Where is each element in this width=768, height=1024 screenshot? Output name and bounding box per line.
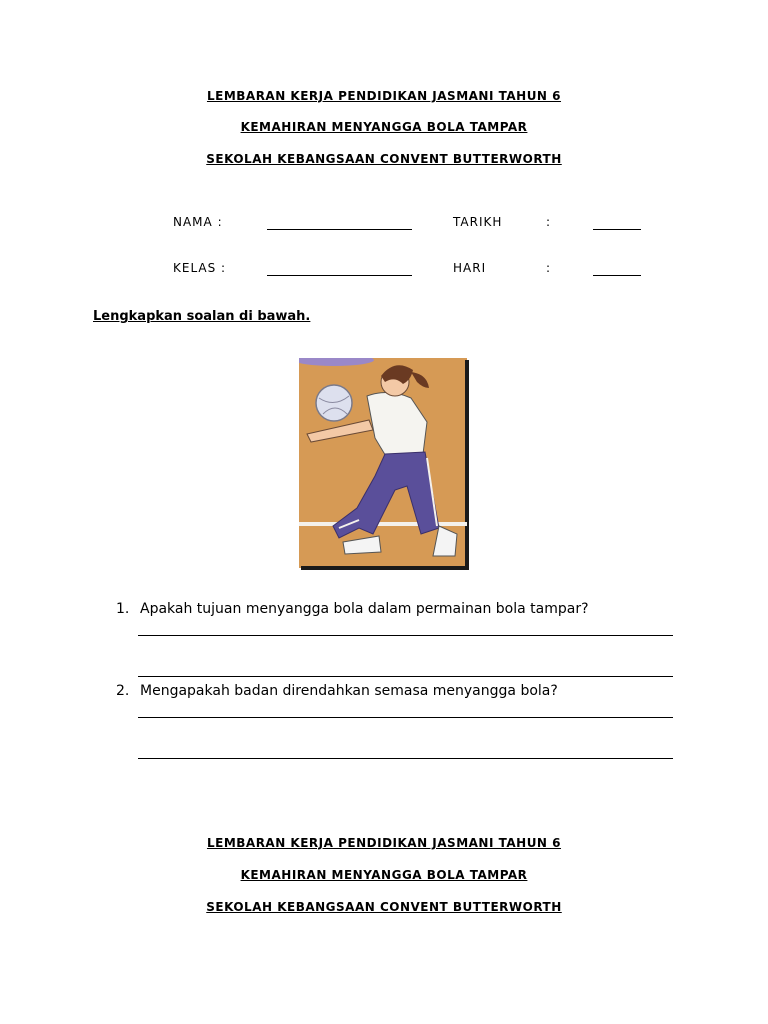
hari-field[interactable] [593,261,641,277]
question-number: 2. [116,683,130,699]
instruction: Lengkapkan soalan di bawah. [93,309,311,324]
answer-line[interactable] [138,758,673,759]
answer-line[interactable] [138,676,673,677]
worksheet-subtitle-repeat: KEMAHIRAN MENYANGGA BOLA TAMPAR [240,868,528,882]
kelas-field[interactable] [267,261,412,277]
worksheet-title-repeat: LEMBARAN KERJA PENDIDIKAN JASMANI TAHUN 6 [206,836,562,850]
answer-line[interactable] [138,635,673,636]
answer-line[interactable] [138,717,673,718]
tarikh-colon: : [546,215,552,229]
hari-label: HARI [453,261,487,275]
school-name-repeat: SEKOLAH KEBANGSAAN CONVENT BUTTERWORTH [206,900,562,914]
question-text: Mengapakah badan direndahkan semasa menyangga bola? [140,683,558,699]
nama-label: NAMA : [173,215,223,229]
worksheet-subtitle: KEMAHIRAN MENYANGGA BOLA TAMPAR [240,120,528,134]
tarikh-field[interactable] [593,215,641,231]
worksheet-title: LEMBARAN KERJA PENDIDIKAN JASMANI TAHUN 6 [206,89,562,103]
tarikh-label: TARIKH [453,215,503,229]
question-number: 1. [116,601,130,617]
question-text: Apakah tujuan menyangga bola dalam permainan bola tampar? [140,601,589,617]
hari-colon: : [546,261,552,275]
school-name: SEKOLAH KEBANGSAAN CONVENT BUTTERWORTH [206,152,562,166]
nama-field[interactable] [267,215,412,231]
volleyball-illustration [299,358,469,570]
kelas-label: KELAS : [173,261,227,275]
